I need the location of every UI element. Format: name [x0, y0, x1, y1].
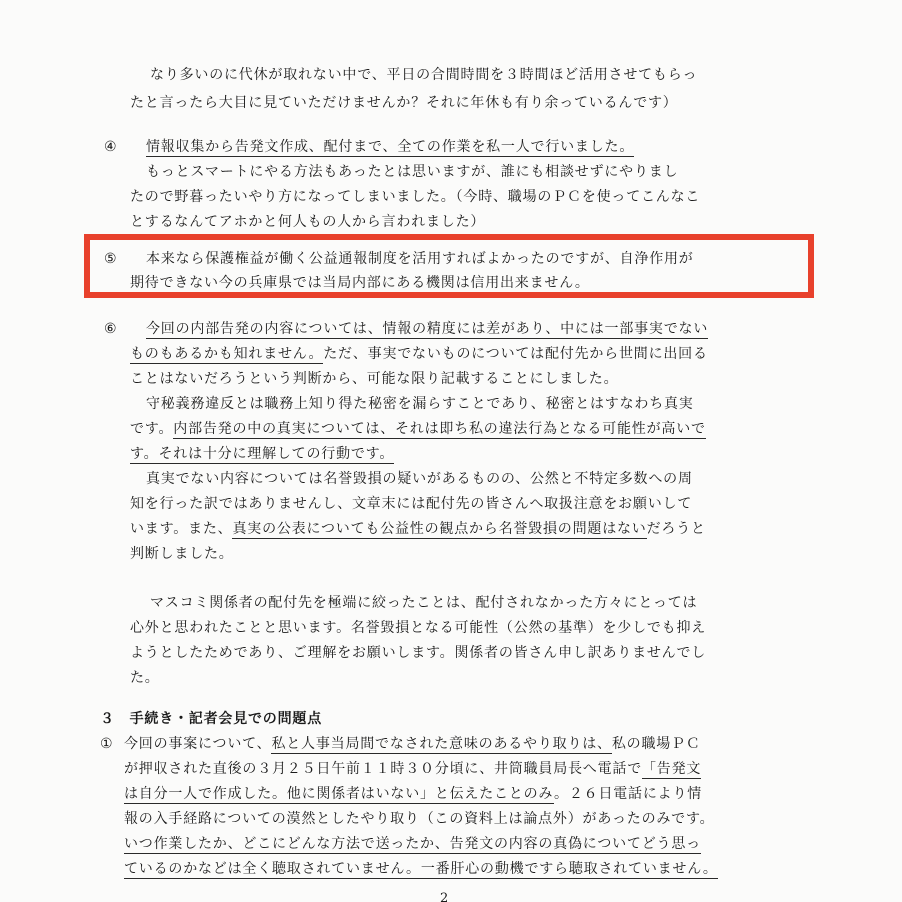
item-5-line: 期待できない今の兵庫県では当局内部にある機関は信用出来ません。 — [130, 275, 590, 291]
underlined-text: ものもあるかも知れません。 — [130, 346, 324, 362]
underlined-text: は自分一人で作成した。他に関係者はいない」と伝えたことのみ — [124, 786, 555, 802]
section-3-line — [124, 781, 702, 807]
section-3-line — [124, 756, 701, 782]
item-4-line: とするなんてアホかと何人もの人から言われました） — [130, 214, 486, 230]
section-3-line — [124, 731, 701, 757]
page-number: 2 — [440, 891, 450, 902]
text-span: です。 — [130, 421, 174, 437]
text-span: います。また、 — [130, 521, 233, 537]
underlined-text: 真実の公表についても公益性の観点から名誉毀損の問題はない — [232, 521, 647, 537]
text-span: 私の職場ＰＣ — [611, 736, 701, 752]
media-line: 心外と思われたことと思います。名誉毀損となる可能性（公然の基準）を少しでも抑え — [130, 620, 707, 636]
underlined-text: 情報収集から告発文作成、配付まで、全ての作業を私一人で行いました。 — [146, 139, 635, 155]
underlined-text: 私と人事当局間でなされた意味のあるやり取りは、 — [271, 736, 612, 752]
item-4-line: たので野暮ったいやり方になってしまいました。（今時、職場のＰＣを使ってこんなこ — [130, 189, 701, 205]
item-6-line: ことはないだろうという判断から、可能な限り記載することにしました。 — [130, 371, 619, 387]
item-6-line — [130, 516, 706, 542]
underlined-text: 今回の内部告発の内容については、情報の精度には差があり、中には一部事実でない — [146, 321, 709, 337]
item-6-line: 判断しました。 — [130, 546, 234, 562]
underlined-text: 内部告発の中の真実については、それは即ち私の違法行為となる可能性が高いで — [173, 421, 706, 437]
item-4-line — [146, 134, 634, 160]
intro-line: たと言ったら大目に見ていただけませんか？それに年休も有り余っているんです） — [130, 95, 678, 111]
item-6-line: 真実でない内容については名誉毀損の疑いがあるものの、公然と不特定多数への周 — [146, 471, 693, 487]
text-span: 今回の事案について、 — [124, 736, 272, 752]
underlined-text: いつ作業したか、どこにどんな方法で送ったか、告発文の内容の真偽についてどう思っ — [124, 836, 701, 852]
item-6-line: 守秘義務違反とは職務上知り得た秘密を漏らすことであり、秘密とはすなわち真実 — [146, 396, 694, 412]
media-line: ようとしたためであり、ご理解をお願いします。関係者の皆さん申し訳ありませんでし — [130, 645, 707, 661]
section-3-line — [124, 856, 718, 882]
text-span: 。２６日電話により情 — [554, 786, 703, 802]
underlined-text: 「告発文 — [642, 761, 702, 777]
text-span: が押収された直後の３月２５日午前１１時３０分頃に、井筒職員局長へ電話で — [124, 761, 642, 777]
underlined-text: ているのかなどは全く聴取されていません。一番肝心の動機ですら聴取されていません。 — [124, 861, 718, 877]
media-line: マスコミ関係者の配付先を極端に絞ったことは、配付されなかった方々にとっては — [150, 595, 698, 611]
text-span: ただ、事実でないものについては配付先から世間に出回る — [323, 346, 708, 362]
intro-line: なり多いのに代休が取れない中で、平日の合間時間を３時間ほど活用させてもらっ — [150, 67, 698, 83]
underlined-text: す。それは十分に理解しての行動です。 — [130, 446, 395, 462]
item-6-line — [130, 416, 706, 442]
media-line: た。 — [130, 670, 160, 686]
section-3-heading: ３ 手続き・記者会見での問題点 — [100, 711, 322, 727]
item-6-line — [146, 316, 708, 342]
item-4-line: もっとスマートにやる方法もあったとは思いますが、誰にも相談せずにやりまし — [146, 164, 679, 180]
item-5-marker: ⑤ — [104, 251, 118, 267]
text-span: だろうと — [646, 521, 706, 537]
item-6-line: 知を行った訳ではありませんし、文章末には配付先の皆さんへ取扱注意をお願いして — [130, 496, 693, 512]
item-5-line: 本来なら保護権益が働く公益通報制度を活用すればよかったのですが、自浄作用が — [146, 251, 694, 267]
item-4-marker: ④ — [104, 139, 118, 155]
section-3-line — [124, 831, 701, 857]
item-6-line — [130, 441, 394, 467]
section-3-item-1-marker: ① — [100, 736, 114, 752]
section-3-line: 報の入手経路についての漠然としたやり取り（この資料上は論点外）があったのみです。 — [124, 811, 715, 827]
item-6-line — [130, 341, 708, 367]
item-6-marker: ⑥ — [104, 321, 118, 337]
